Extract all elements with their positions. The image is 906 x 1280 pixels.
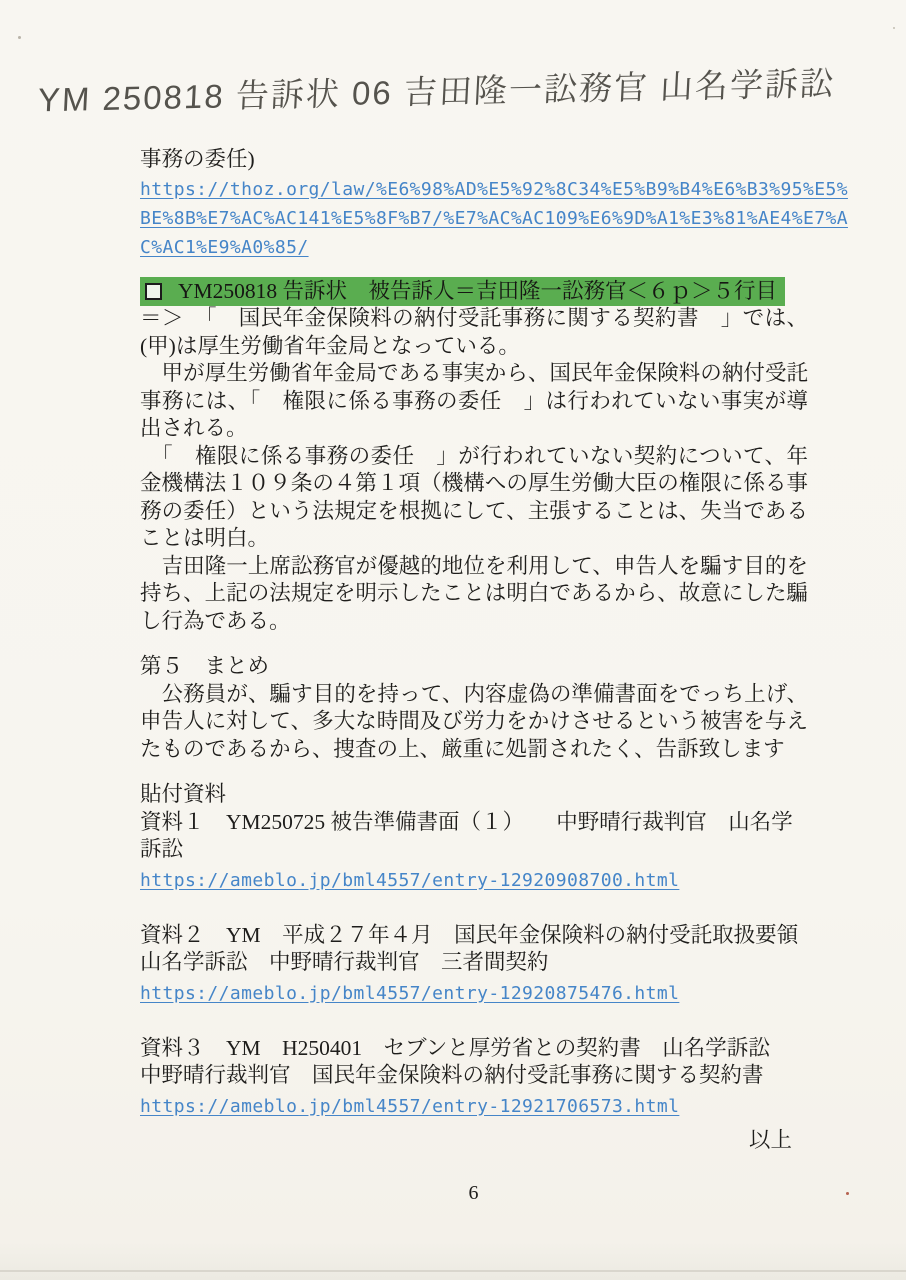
- highlighted-heading: [140, 277, 785, 306]
- attachment-3-title: 資料３ YM H250401 セブンと厚労省との契約書 山名学訴訟 中野晴行裁判官 国民年金保険料の納付受託事務に関する契約書: [140, 1035, 792, 1087]
- scan-speck: [846, 1192, 849, 1195]
- attachment-1-link[interactable]: https://ameblo.jp/bml4557/entry-12920908700.html: [140, 869, 680, 891]
- section-5-paragraph: 公務員が、騙す目的を持って、内容虚偽の準備書面をでっち上げ、申告人に対して、多大な時間及び労力をかけさせるという被害を与えたものであるから、捜査の上、厳重に処罰されたく、告訴致します: [140, 681, 808, 761]
- highlighted-heading-line: [140, 278, 808, 306]
- page-number: 6: [468, 1182, 480, 1204]
- attachment-item-3: [140, 1035, 808, 1121]
- attachment-item-1: [140, 809, 808, 895]
- paragraph-deception-claim: 吉田隆一上席訟務官が優越的地位を利用して、申告人を騙す目的を持ち、上記の法規定を明示したことは明白であるから、故意にした騙し行為である。: [140, 553, 808, 633]
- attachment-1-title: 資料１ YM250725 被告準備書面（１） 中野晴行裁判官 山名学訴訟: [140, 809, 793, 861]
- paragraph-legal-argument: 「 権限に係る事務の委任 」が行われていない契約について、年金機構法１０９条の４第１項（機構への厚生労働大臣の権限に係る事務の委任）という法規定を根拠にして、主張することは、失当であることは明白。: [140, 443, 808, 550]
- attachment-3-link[interactable]: https://ameblo.jp/bml4557/entry-12921706573.html: [140, 1095, 680, 1117]
- paper-edge-shadow: [0, 1270, 906, 1272]
- checkbox-icon: [145, 283, 162, 300]
- handwritten-title: YM 250818 告訴状 06 吉田隆一訟務官 山名学訴訟: [37, 64, 836, 119]
- attachment-item-2: [140, 922, 808, 1008]
- document-body: [140, 146, 848, 1208]
- paragraph-fact-derivation: 甲が厚生労働省年金局である事実から、国民年金保険料の納付受託事務には、「 権限に係る事務の委任 」は行われていない事実が導出される。: [140, 361, 808, 440]
- thoz-law-url: [140, 175, 848, 262]
- thoz-url-line-2[interactable]: BE%8B%E7%AC%AC141%E5%8F%B7/%E7%AC%AC109%E6%9D%A1%E3%81%AE4%E7%A: [140, 207, 848, 229]
- scan-speck: [18, 36, 21, 39]
- closing-ijou: 以上: [748, 1127, 792, 1152]
- attachments-header: 貼付資料: [140, 782, 227, 806]
- paragraph-contract-party: ＝＞ 「 国民年金保険料の納付受託事務に関する契約書 」では、(甲)は厚生労働省年金局となっている。: [140, 306, 808, 358]
- highlighted-heading-text: YM250818 告訴状 被告訴人＝吉田隆一訟務官＜６ｐ＞５行目: [178, 278, 778, 303]
- thoz-url-line-1[interactable]: https://thoz.org/law/%E6%98%AD%E5%92%8C34%E5%B9%B4%E6%B3%95%E5%: [140, 178, 848, 200]
- attachment-2-link[interactable]: https://ameblo.jp/bml4557/entry-12920875476.html: [140, 982, 680, 1004]
- scan-speck: [893, 27, 895, 29]
- attachment-2-title: 資料２ YM 平成２７年４月 国民年金保険料の納付受託取扱要領山名学訴訟 中野晴行裁判官 三者間契約: [140, 922, 799, 974]
- intro-label: 事務の委任): [140, 147, 255, 171]
- section-5-heading: 第５ まとめ: [140, 654, 270, 678]
- thoz-url-line-3[interactable]: C%AC1%E9%A0%85/: [140, 236, 309, 258]
